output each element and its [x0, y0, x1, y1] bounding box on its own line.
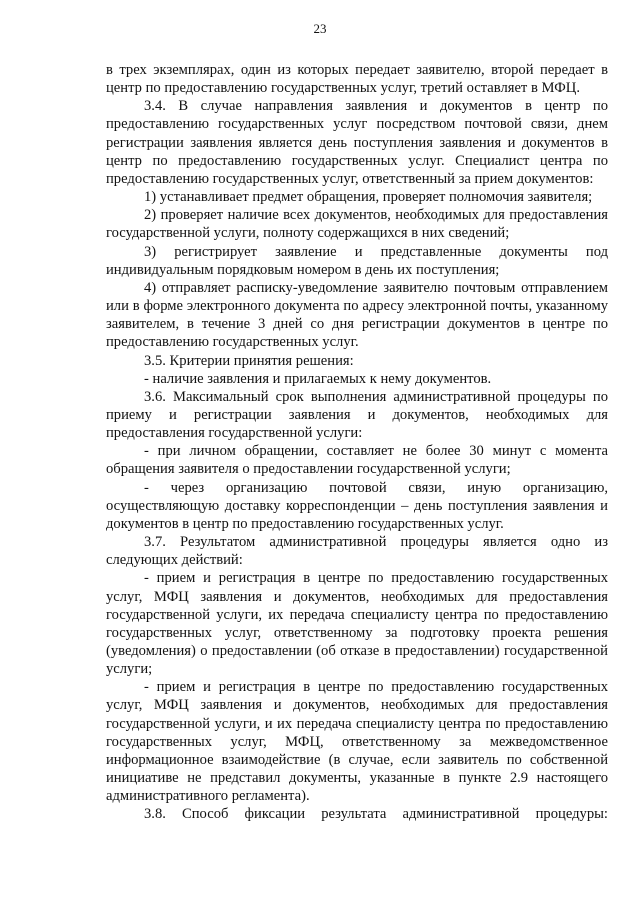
- document-body: [106, 61, 608, 824]
- paragraph-3-7: 3.7. Результатом административной процедуры является одно из следующих действий:: [106, 534, 608, 569]
- paragraph-3-6: 3.6. Максимальный срок выполнения административной процедуры по приему и регистрации заявления и документов, необходимых для предоставления государственной услуги:: [106, 388, 608, 442]
- paragraph-continuation: в трех экземплярах, один из которых передает заявителю, второй передает в центр по предоставлению государственных услуг, третий оставляет в МФЦ.: [106, 62, 608, 97]
- deadline-item-personal: - при личном обращении, составляет не более 30 минут с момента обращения заявителя о предоставлении государственной услуги;: [106, 443, 608, 478]
- list-item-4: 4) отправляет расписку-уведомление заявителю почтовым отправлением или в форме электронного документа по адресу электронной почты, указанному заявителем, в течение 3 дней со дня регистрации документов в центре по предоставлению государственных услуг.: [106, 279, 608, 351]
- deadline-item-postal: - через организацию почтовой связи, иную организацию, осуществляющую доставку корреспонденции – день поступления заявления и документов в центр по предоставлению государственных услуг.: [106, 479, 608, 532]
- list-item-3: 3) регистрирует заявление и представленные документы под индивидуальным порядковым номером в день их поступления;: [106, 243, 608, 278]
- criteria-item: - наличие заявления и прилагаемых к нему документов.: [144, 370, 492, 387]
- result-item-2: - прием и регистрация в центре по предоставлению государственных услуг, МФЦ заявления и документов, необходимых для предоставления государственной услуги, и их передача специалисту центра по предоставлению государственных услуг, МФЦ, ответственному за межведомственное информационное взаимодействие (в случае, если заявитель по собственной инициативе не представил документы, указанные в пункте 2.9 настоящего административного регламента).: [106, 679, 608, 805]
- paragraph-3-8: 3.8. Способ фиксации результата административной процедуры:: [144, 806, 608, 823]
- paragraph-3-5: 3.5. Критерии принятия решения:: [144, 352, 354, 369]
- paragraph-3-4: 3.4. В случае направления заявления и документов в центр по предоставлению государственных услуг посредством почтовой связи, днем регистрации заявления является день поступления заявления и документов в центр по предоставлению государственных услуг. Специалист центра по предоставлению государственных услуг, ответственный за прием документов:: [106, 98, 608, 187]
- list-item-1: 1) устанавливает предмет обращения, проверяет полномочия заявителя;: [144, 189, 593, 206]
- result-item-1: - прием и регистрация в центре по предоставлению государственных услуг, МФЦ заявления и документов, необходимых для предоставления государственной услуги, их передача специалисту центра по предоставлению государственных услуг, ответственному за подготовку проекта решения (уведомления) о предоставлении (об отказе в предоставлении) государственной услуги;: [106, 570, 608, 678]
- list-item-2: 2) проверяет наличие всех документов, необходимых для предоставления государственной услуги, полноту содержащихся в них сведений;: [106, 207, 608, 242]
- page-number: 23: [313, 21, 327, 36]
